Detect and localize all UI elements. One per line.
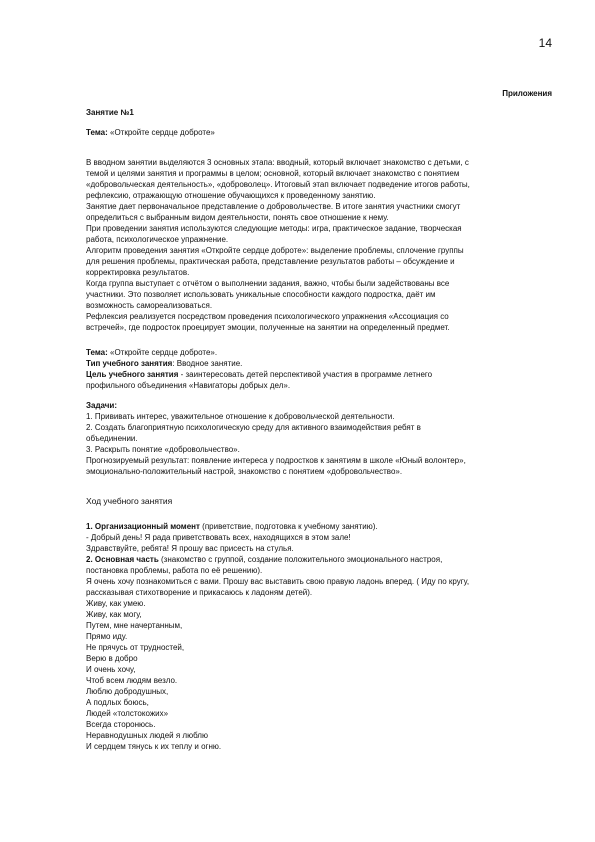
intro-line: корректировка результатов. <box>86 268 190 277</box>
intro-line: темой и целями занятия и программы в целом; основной, который включает знакомство с понятием <box>86 169 460 178</box>
intro-line: встречей», где подросток проецирует эмоции, полученные на занятии на определенный предмет. <box>86 323 450 332</box>
main-part-line-cont: постановка проблемы, работа по её решению). <box>86 566 263 575</box>
intro-line: «добровольческая деятельность», «доброволец». Итоговый этап включает подведение итогов работы, <box>86 180 470 189</box>
page-number: 14 <box>538 36 552 50</box>
document-body <box>86 88 552 752</box>
poem-line: Прямо иду. <box>86 632 128 641</box>
tasks-list <box>86 411 552 477</box>
task-line: 3. Раскрыть понятие «добровольчество». <box>86 445 240 454</box>
poem-line: И сердцем тянусь к их теплу и огню. <box>86 742 222 751</box>
poem-line: Не прячусь от трудностей, <box>86 643 185 652</box>
greeting-line: Здравствуйте, ребята! Я прошу вас присесть на стулья. <box>86 544 294 553</box>
task-line: 1. Прививать интерес, уважительное отношение к добровольческой деятельности. <box>86 412 395 421</box>
theme-label: Тема: <box>86 128 108 137</box>
task-line: 2. Создать благоприятную психологическую среду для активного взаимодействия ребят в <box>86 423 421 432</box>
poem-line: Неравнодушных людей я люблю <box>86 731 208 740</box>
course-title: Ход учебного занятия <box>86 496 173 506</box>
poem <box>86 598 552 752</box>
poem-line: Чтоб всем людям везло. <box>86 676 178 685</box>
task-line: объединении. <box>86 434 138 443</box>
instruction-line: рассказывая стихотворение и прикасаюсь к ладоням детей). <box>86 588 313 597</box>
poem-line: Живу, как могу, <box>86 610 142 619</box>
intro-line: определиться с выбранным видом деятельности, понять свое отношение к нему. <box>86 213 389 222</box>
intro-line: Занятие дает первоначальное представление о добровольчестве. В итоге занятия участники смогут <box>86 202 461 211</box>
instruction-line: Я очень хочу познакомиться с вами. Прошу вас выставить свою правую ладонь вперед. ( Иду по кругу, <box>86 577 470 586</box>
goal-line: Цель учебного занятия - заинтересовать детей перспективой участия в программе летнего <box>86 370 433 379</box>
intro-line: участники. Это позволяет использовать уникальные способности каждого подростка, даёт им <box>86 290 436 299</box>
intro-line: работа, психологическое упражнение. <box>86 235 229 244</box>
poem-line: А подлых боюсь, <box>86 698 149 707</box>
intro-line: Когда группа выступает с отчётом о выполнении задания, важно, чтобы были задействованы все <box>86 279 450 288</box>
intro-line: При проведении занятия используются следующие методы: игра, практическое задание, творческая <box>86 224 462 233</box>
theme2-line: Тема: «Откройте сердце доброте». <box>86 348 218 357</box>
org-moment-line: 1. Организационный момент (приветствие, подготовка к учебному занятию). <box>86 522 378 531</box>
appendix-title: Приложения <box>502 89 552 98</box>
poem-line: И очень хочу, <box>86 665 136 674</box>
poem-line: Верю в добро <box>86 654 138 663</box>
intro-line: Рефлексия реализуется посредством проведения психологического упражнения «Ассоциация со <box>86 312 449 321</box>
poem-line: Всегда сторонюсь. <box>86 720 156 729</box>
intro-line: для решения проблемы, практическая работа, представление результатов работы – обсуждение и <box>86 257 455 266</box>
type-line: Тип учебного занятия: Вводное занятие. <box>86 359 243 368</box>
lesson-title: Занятие №1 <box>86 108 134 117</box>
poem-line: Людей «толстокожих» <box>86 709 169 718</box>
greeting-line: - Добрый день! Я рада приветствовать всех, находящихся в этом зале! <box>86 533 351 542</box>
theme-value: «Откройте сердце доброте» <box>107 128 215 137</box>
main-part-line: 2. Основная часть (знакомство с группой, создание положительного эмоционального настроя, <box>86 555 443 564</box>
intro-line: рефлексию, отражающую отношение обучающихся к проведенному занятию. <box>86 191 376 200</box>
poem-line: Путем, мне начертанным, <box>86 621 183 630</box>
intro-line: В вводном занятии выделяются 3 основных этапа: вводный, который включает знакомство с детьми, с <box>86 158 469 167</box>
task-line: Прогнозируемый результат: появление интереса у подростков к занятиям в школе «Юный волонтер», <box>86 456 466 465</box>
tasks-label: Задачи: <box>86 401 118 410</box>
intro-section <box>86 157 552 333</box>
poem-line: Живу, как умею. <box>86 599 146 608</box>
poem-line: Люблю добродушных, <box>86 687 169 696</box>
goal-line-cont: профильного объединения «Навигаторы добрых дел». <box>86 381 291 390</box>
task-line: эмоционально-положительный настрой, знакомство с понятием «добровольчество». <box>86 467 403 476</box>
intro-line: возможность самореализоваться. <box>86 301 213 310</box>
intro-line: Алгоритм проведения занятия «Откройте сердце доброте»: выделение проблемы, сплочение группы <box>86 246 464 255</box>
theme-line <box>86 127 552 138</box>
